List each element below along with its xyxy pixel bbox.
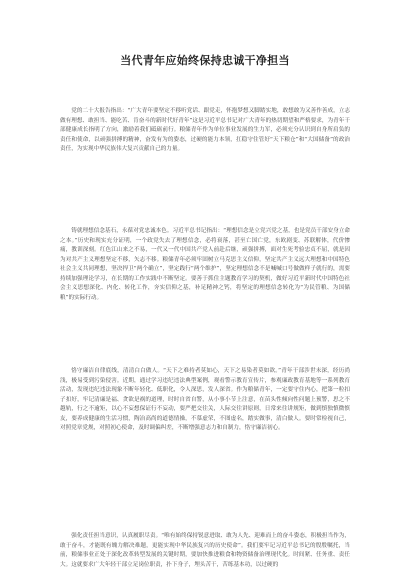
paragraph-2: 铸就理想信念基石，永葆对党忠诚本色。习近平总书记指出：“理想信念是立党兴党之基，也是党员干部安身立命之本。”历史和现实充分证明，一个政党失去了理想信念，必将衰落，甚至亡国亡党，东欧剧变、苏联解体，代价惨痛，教训深刻。红色江山来之不易，一代又一代中国共产党人前赴后继，顽强拼搏，面对生死考验忠贞不屈，就是因为对共产主义理想坚定不移，矢志不移。粮储青年必须牢固树立马克思主义信仰，坚定共产主义远大理想和中国特色社会主义共同理想，坚决捍卫“两个确立”，坚定践行“两个维护”，坚定理想信念不是喊喊口号做做样子就行的，需要持续加强理论学习，在长期的工作实践中不断坚定。要善于抓住主题教育学习的契机，做好习近平新时代中国特色社会主义思想深化、内化、转化工作，夯实信仰之基，补足精神之钙，将坚定的理想信念转化为“为民管粮、为国储粮”的实际行动。 (60, 228, 350, 301)
document-title: 当代青年应始终保持忠诚干净担当 (120, 54, 290, 67)
paragraph-4: 强化责任担当意识，认真履职尽责。“唯有始终保持锐意进取、敢为人先、迎难而上的奋斗姿态，积极担当作为，敢于奋斗，才能既有魄力解决难题，更能实现中华民族复兴的历史使命”。我们要牢记习近平总书记的殷殷嘱托，当前，粮储事业正处于深化改革转型发展的关键时期，要加快推进粮食和物资储备治理现代化。时间紧、任务重、责任大。这就要求广大年轻干部立足岗位职责，扑下身子，埋头苦干，苦练基本功，以过硬的 (60, 533, 350, 568)
paragraph-1: 党的二十大报告指出：“广大青年要坚定不移听党话、跟党走，怀抱梦想又脚踏实地，敢想敢为又善作善成，立志做有理想、敢担当、能吃苦、肯奋斗的新时代好青年”这是习近平总书记对广大青年的热切期望和严格要求，为青年干部健康成长指明了方向，激励着我们砥砺前行。粮储青年作为单位事业发展的生力军，必须充分认识到自身所肩负的责任和使命，以顽强拼搏的精神，奋发有为的姿态，过硬的能力本领，扛稳守住管好“天下粮仓”和“大国储备”的政治责任，为实现中华民族伟大复兴贡献自己的力量。 (60, 108, 350, 152)
paragraph-3: 恪守廉洁自律底线，清清白白做人。“天下之难持者莫如心，天下之易染者莫如欲。”青年干部涉世未深，经历尚浅，极易受到污染侵害。近期，通过学习违纪违法典型案例，观看警示教育宣传片，参观廉政教育基地等一系列教育活动，发现违纪违法现象不断年轻化、低职化，令人深思，发人深省。作为粮储青年，一定要守住内心，把第一粒扣子扣好，牢记清廉是福、贪欲是祸的道理，时时自省自警，从小事小节上注意，在苗头性倾向性问题上预警，思之不越轨，行之不逾矩，以心不妄想保证行不妄动，要严把交往关，人际交往讲原则，日常来往讲规矩，做到慎独慎微慎友，要养成健康的生活习惯，陶冶高尚的道德情操，不慕虚荣，不图虚名，踏实做事，清白做人。要时常检视自己，对照党章党规，对照初心使命，及时调偏纠差，不断增强意志力和自制力，恪守廉洁初心。 (60, 368, 350, 431)
